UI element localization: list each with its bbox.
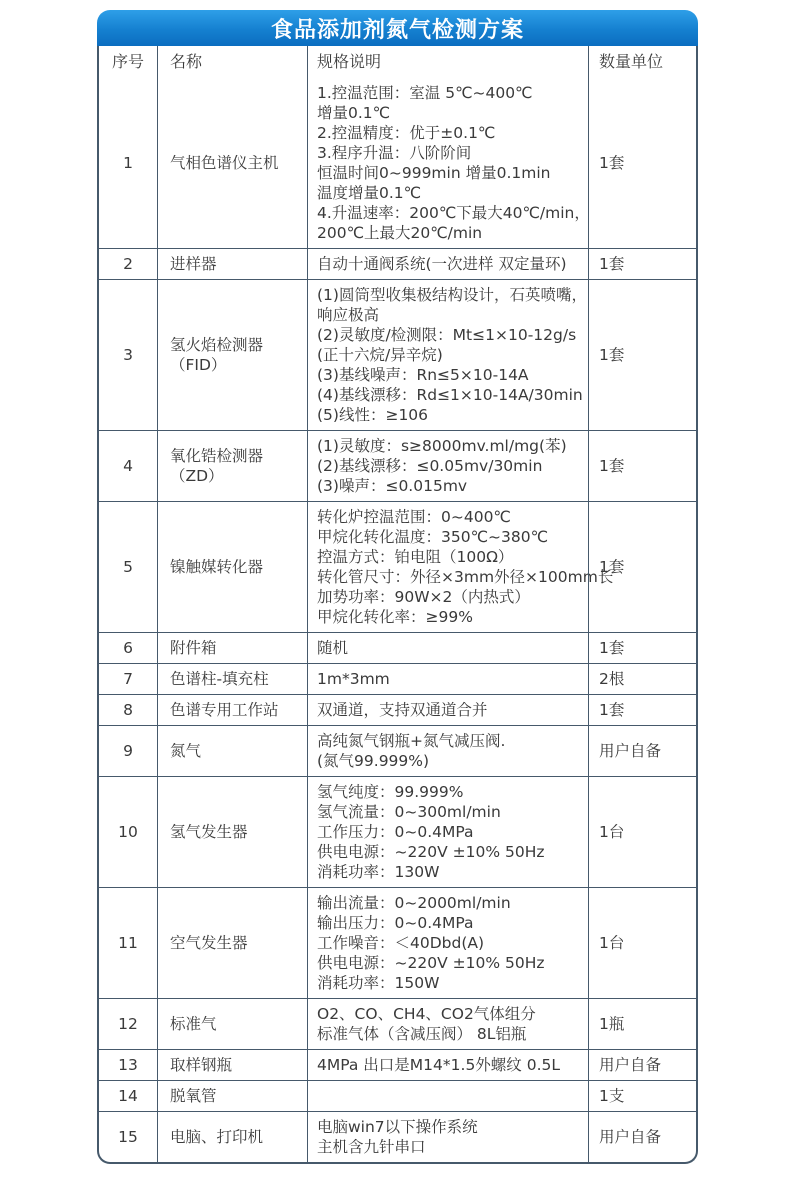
spec-line: O2、CO、CH4、CO2气体组分 — [317, 1005, 536, 1023]
quantity-cell: 1套 — [588, 431, 696, 501]
spec-line: 自动十通阀系统(一次进样 双定量环) — [317, 255, 567, 273]
spec-line: 4.升温速率：200℃下最大40℃/min， — [317, 204, 590, 222]
item-spec-cell — [307, 1081, 588, 1111]
col-header-no: 序号 — [111, 52, 144, 71]
spec-line: (2)基线漂移：≤0.05mv/30min — [317, 457, 543, 475]
spec-line: 工作压力：0~0.4MPa — [317, 823, 474, 841]
quantity-cell: 用户自备 — [588, 726, 696, 776]
item-name-cell: 空气发生器 — [157, 888, 307, 998]
row-number-cell: 12 — [118, 1015, 138, 1033]
table-row — [99, 501, 696, 632]
item-spec-cell — [307, 249, 588, 279]
table-row — [99, 632, 696, 663]
table-row — [99, 78, 696, 248]
row-number-cell: 1 — [123, 154, 133, 172]
quantity-cell: 1台 — [588, 888, 696, 998]
spec-line: 氢气纯度：99.999% — [317, 783, 464, 801]
row-number-cell: 8 — [123, 701, 133, 719]
spec-line: 1.控温范围：室温 5℃~400℃ — [317, 84, 533, 102]
col-header-qty: 数量单位 — [588, 46, 696, 78]
row-number-cell: 11 — [118, 934, 138, 952]
spec-line: 200℃上最大20℃/min — [317, 224, 483, 242]
sheet-title: 食品添加剂氮气检测方案 — [270, 17, 524, 43]
item-name-cell: 氮气 — [157, 726, 307, 776]
item-spec-cell — [307, 664, 588, 694]
row-number-cell: 7 — [123, 670, 133, 688]
table-row — [99, 663, 696, 694]
spec-line: (5)线性：≥106 — [317, 406, 429, 424]
table-header-row — [99, 46, 696, 78]
quantity-cell: 用户自备 — [588, 1050, 696, 1080]
spec-table — [97, 46, 698, 1164]
row-number-cell: 14 — [118, 1087, 138, 1105]
item-name-cell: 气相色谱仪主机 — [157, 78, 307, 248]
spec-line: 双通道，支持双通道合并 — [317, 701, 488, 719]
row-number-cell: 9 — [123, 742, 133, 760]
spec-line: (1)圆筒型收集极结构设计，石英喷嘴， — [317, 286, 587, 304]
spec-line: 温度增量0.1℃ — [317, 184, 422, 202]
spec-line: 3.程序升温：八阶阶间 — [317, 144, 472, 162]
quantity-cell: 1支 — [588, 1081, 696, 1111]
table-rows — [99, 78, 696, 1162]
quantity-cell: 1套 — [588, 633, 696, 663]
spec-line: 随机 — [317, 639, 349, 657]
spec-line: 电脑win7以下操作系统 — [317, 1118, 478, 1136]
table-row — [99, 248, 696, 279]
item-spec-cell — [307, 726, 588, 776]
col-header-spec: 规格说明 — [307, 46, 588, 78]
row-number-cell: 6 — [123, 639, 133, 657]
table-row — [99, 998, 696, 1049]
row-number-cell: 5 — [123, 558, 133, 576]
col-header-name: 名称 — [157, 46, 307, 78]
row-number-cell: 4 — [123, 457, 133, 475]
quantity-cell: 1套 — [588, 695, 696, 725]
spec-line: 4MPa 出口是M14*1.5外螺纹 0.5L — [317, 1056, 561, 1074]
item-name-cell: 附件箱 — [157, 633, 307, 663]
item-spec-cell — [307, 78, 588, 248]
spec-line: 增量0.1℃ — [317, 104, 391, 122]
spec-line: 加势功率：90W×2（内热式） — [317, 588, 530, 606]
item-name-cell: 色谱柱-填充柱 — [157, 664, 307, 694]
spec-line: 响应极高 — [317, 306, 380, 324]
item-name-cell: 电脑、打印机 — [157, 1112, 307, 1162]
spec-line: (4)基线漂移：Rd≤1×10-14A/30min — [317, 386, 583, 404]
item-name-cell: 脱氧管 — [157, 1081, 307, 1111]
spec-line: 甲烷化转化温度：350℃~380℃ — [317, 528, 548, 546]
spec-line: 氢气流量：0~300ml/min — [317, 803, 501, 821]
spec-line: (正十六烷/异辛烷) — [317, 346, 443, 364]
spec-line: 工作噪音：＜40Dbd(A) — [317, 934, 485, 952]
row-number-cell: 3 — [123, 346, 133, 364]
spec-line: 主机含九针串口 — [317, 1138, 426, 1156]
spec-line: 2.控温精度：优于±0.1℃ — [317, 124, 496, 142]
row-number-cell: 2 — [123, 255, 133, 273]
item-spec-cell — [307, 280, 588, 430]
item-spec-cell — [307, 888, 588, 998]
spec-line: (氮气99.999%) — [317, 752, 430, 770]
item-spec-cell — [307, 633, 588, 663]
spec-line: 消耗功率：150W — [317, 974, 440, 992]
quantity-cell: 2根 — [588, 664, 696, 694]
spec-line: 转化管尺寸：外径×3mm外径×100mm长 — [317, 568, 614, 586]
item-name-cell: 氧化锆检测器（ZD） — [157, 431, 307, 501]
item-spec-cell — [307, 695, 588, 725]
row-number-cell: 15 — [118, 1128, 138, 1146]
item-name-cell: 氢气发生器 — [157, 777, 307, 887]
row-number-cell: 13 — [118, 1056, 138, 1074]
spec-line: 输出压力：0~0.4MPa — [317, 914, 474, 932]
spec-line: (3)基线噪声：Rn≤5×10-14A — [317, 366, 529, 384]
row-number-cell: 10 — [118, 823, 138, 841]
spec-line: 控温方式：铂电阻（100Ω） — [317, 548, 514, 566]
table-row — [99, 1111, 696, 1162]
quantity-cell: 1套 — [588, 249, 696, 279]
table-row — [99, 694, 696, 725]
item-name-cell: 取样钢瓶 — [157, 1050, 307, 1080]
spec-line: 转化炉控温范围：0~400℃ — [317, 508, 511, 526]
item-name-cell: 镍触媒转化器 — [157, 502, 307, 632]
table-row — [99, 279, 696, 430]
quantity-cell: 1台 — [588, 777, 696, 887]
item-name-cell: 氢火焰检测器（FID） — [157, 280, 307, 430]
table-row — [99, 776, 696, 887]
spec-sheet — [97, 10, 698, 1164]
spec-line: 供电电源：~220V ±10% 50Hz — [317, 954, 545, 972]
item-spec-cell — [307, 777, 588, 887]
spec-line: (2)灵敏度/检测限：Mt≤1×10-12g/s — [317, 326, 577, 344]
spec-line: 恒温时间0~999min 增量0.1min — [317, 164, 551, 182]
spec-line: 甲烷化转化率：≥99% — [317, 608, 473, 626]
table-row — [99, 887, 696, 998]
table-row — [99, 1049, 696, 1080]
spec-line: 供电电源：~220V ±10% 50Hz — [317, 843, 545, 861]
item-name-cell: 色谱专用工作站 — [157, 695, 307, 725]
table-row — [99, 430, 696, 501]
spec-line: (3)噪声：≤0.015mv — [317, 477, 468, 495]
item-spec-cell — [307, 999, 588, 1049]
item-spec-cell — [307, 431, 588, 501]
quantity-cell: 1套 — [588, 78, 696, 248]
spec-line: 标准气体（含减压阀） 8L铝瓶 — [317, 1025, 527, 1043]
quantity-cell: 1套 — [588, 280, 696, 430]
spec-line: 1m*3mm — [317, 670, 390, 688]
quantity-cell: 用户自备 — [588, 1112, 696, 1162]
item-name-cell: 进样器 — [157, 249, 307, 279]
spec-line: 高纯氮气钢瓶+氮气减压阀. — [317, 732, 506, 750]
sheet-title-bar — [97, 10, 698, 46]
spec-line: (1)灵敏度：s≥8000mv.ml/mg(苯) — [317, 437, 567, 455]
spec-line: 输出流量：0~2000ml/min — [317, 894, 511, 912]
table-row — [99, 725, 696, 776]
quantity-cell: 1瓶 — [588, 999, 696, 1049]
quantity-cell: 1套 — [588, 502, 696, 632]
table-row — [99, 1080, 696, 1111]
item-spec-cell — [307, 1112, 588, 1162]
spec-line: 消耗功率：130W — [317, 863, 440, 881]
item-spec-cell — [307, 1050, 588, 1080]
item-name-cell: 标准气 — [157, 999, 307, 1049]
